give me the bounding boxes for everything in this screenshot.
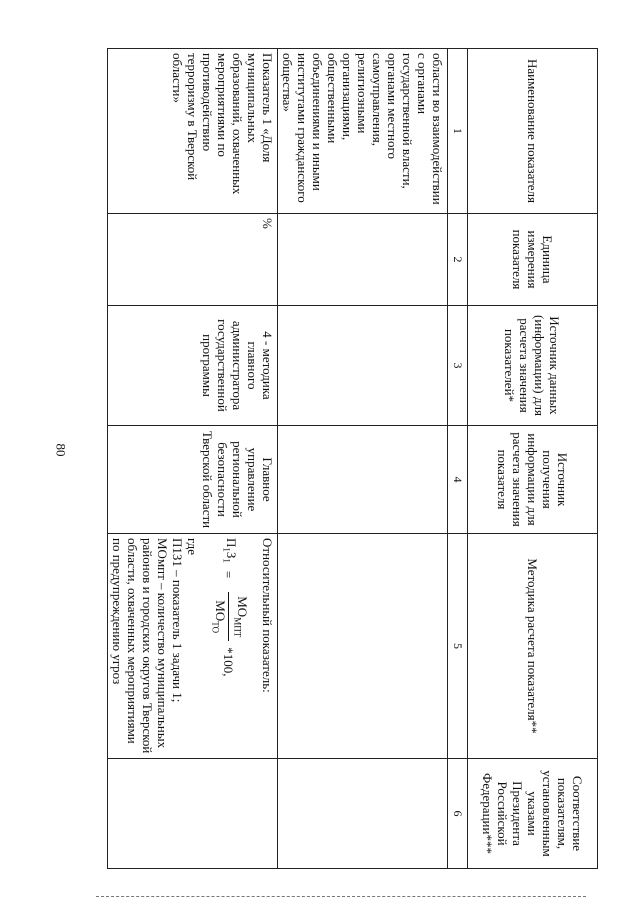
indicator-unit: % (107, 214, 277, 306)
col-number: 2 (448, 214, 468, 306)
where-label: где (184, 538, 200, 556)
indicator-method (107, 534, 277, 759)
page-bottom-edge (96, 896, 586, 897)
explanation-2: МОмпт – количество муниципальных районов и городских округов Тверской области, охваченных мероприятиями по предупреждению угроз (109, 538, 170, 754)
header-unit: Единица измерения показателя (468, 214, 598, 306)
col-number: 1 (448, 49, 468, 214)
continuation-text: области во взаимодействии с органами государственной власти, органами местного самоуправления, религиозными организациями, общественными объединениями и иными институтами гражданского общества» (278, 49, 448, 214)
indicator-row (107, 49, 277, 869)
rotated-table-page (92, 48, 598, 868)
empty-cell (278, 306, 448, 426)
col-number: 4 (448, 426, 468, 534)
formula-fraction: $МО_{МПТ}$ $МО_{ТО}$ (208, 592, 250, 641)
header-info-source: Источник получения информации для расчета значения показателя (468, 426, 598, 534)
empty-cell (278, 534, 448, 759)
formula-lhs: $П_1З_1$ (221, 538, 240, 563)
indicator-data-source: 4 - методика главного администратора государственной программы (107, 306, 277, 426)
col-number: 3 (448, 306, 468, 426)
formula-equals: = (221, 570, 237, 579)
header-compliance: Соответствие показателям, установленным указами Президента Российской Федерации*** (468, 759, 598, 869)
explanation-1: П1З1 – показатель 1 задачи 1; (169, 538, 185, 703)
empty-cell (278, 214, 448, 306)
continuation-row (278, 49, 448, 869)
method-intro: Относительный показатель: (260, 538, 275, 693)
column-number-row (448, 49, 468, 869)
empty-cell (278, 426, 448, 534)
formula-multiplier: *100, (221, 647, 237, 677)
header-data-source: Источник данных (информации) для расчета значения показателей* (468, 306, 598, 426)
indicator-table (107, 48, 598, 869)
header-method: Методика расчета показателя** (468, 534, 598, 759)
indicator-compliance (107, 759, 277, 869)
col-number: 6 (448, 759, 468, 869)
indicator-info-source: Главное управление региональной безопасности Тверской области (107, 426, 277, 534)
header-indicator-name: Наименование показателя (468, 49, 598, 214)
formula (208, 538, 250, 754)
page-number: 80 (53, 443, 69, 457)
indicator-name: Показатель 1 «Доля муниципальных образований, охваченных мероприятиями по противодействию терроризму в Тверской области» (107, 49, 277, 214)
empty-cell (278, 759, 448, 869)
col-number: 5 (448, 534, 468, 759)
